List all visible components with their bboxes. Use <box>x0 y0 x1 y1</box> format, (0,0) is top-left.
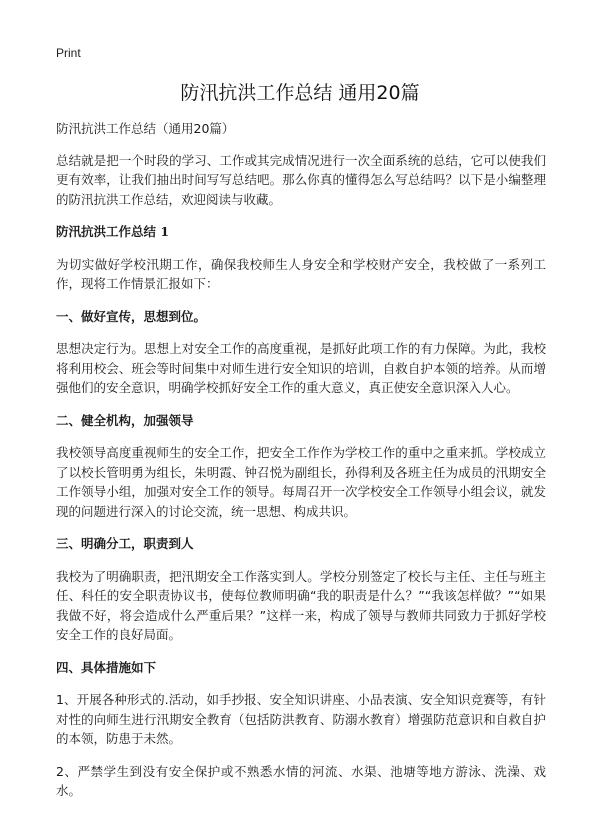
heading-organization: 二、健全机构，加强领导 <box>56 412 194 428</box>
paragraph-organization: 我校领导高度重视师生的安全工作，把安全工作作为学校工作的重中之重来抓。学校成立了以校长管明勇为组长，朱明霞、钟召悦为副组长，孙得利及各班主任为成员的汛期安全工作领导小组，加强对安全工作的领导。每周召开一次学校安全工作领导小组会议，就发现的问题进行深入的讨论交流，统一思想、构成共识。 <box>56 445 546 519</box>
paragraph-publicity: 思想决定行为。思想上对安全工作的高度重视，是抓好此项工作的有力保障。为此，我校将利用校会、班会等时间集中对师生进行安全知识的培训，自救自护本领的培养。从而增强他们的安全意识，明确学校抓好安全工作的重大意义，真正使安全意识深入人心。 <box>56 341 546 395</box>
section-title: 防汛抗洪工作总结 1 <box>56 224 170 239</box>
document-body <box>56 119 546 814</box>
section-intro-paragraph: 为切实做好学校汛期工作，确保我校师生人身安全和学校财产安全，我校做了一系列工作，现将工作情景汇报如下： <box>56 256 546 291</box>
heading-responsibility: 三、明确分工，职责到人 <box>56 536 194 551</box>
paragraph-measure-2: 2、严禁学生到没有安全保护或不熟悉水情的河流、水渠、池塘等地方游泳、洗澡、戏水。 <box>56 763 546 798</box>
page-title: 防汛抗洪工作总结 通用20篇 <box>180 82 420 104</box>
intro-paragraph: 总结就是把一个时段的学习、工作或其完成情况进行一次全面系统的总结，它可以使我们更有效率，让我们抽出时间写写总结吧。那么你真的懂得怎么写总结吗？以下是小编整理的防汛抗洪工作总结，欢迎阅读与收藏。 <box>56 152 546 207</box>
paragraph-measure-1: 1、开展各种形式的.活动，如手抄报、安全知识讲座、小品表演、安全知识竞赛等，有针对性的向师生进行汛期安全教育（包括防洪教育、防溺水教育）增强防范意识和自救自护的本领，防患于未然。 <box>56 692 546 746</box>
heading-measures: 四、具体措施如下 <box>56 659 157 675</box>
paragraph-responsibility: 我校为了明确职责，把汛期安全工作落实到人。学校分别签定了校长与主任、主任与班主任、科任的安全职责协议书，使每位教师明确“我的职责是什么？”“我该怎样做？”“如果我做不好，将会造成什么严重后果？”这样一来，构成了领导与教师共同致力于抓好学校安全工作的良好局面。 <box>56 568 546 642</box>
heading-publicity: 一、做好宣传，思想到位。 <box>56 308 207 324</box>
document-subtitle: 防汛抗洪工作总结（通用20篇） <box>56 121 235 136</box>
print-label[interactable]: Print <box>56 46 81 60</box>
